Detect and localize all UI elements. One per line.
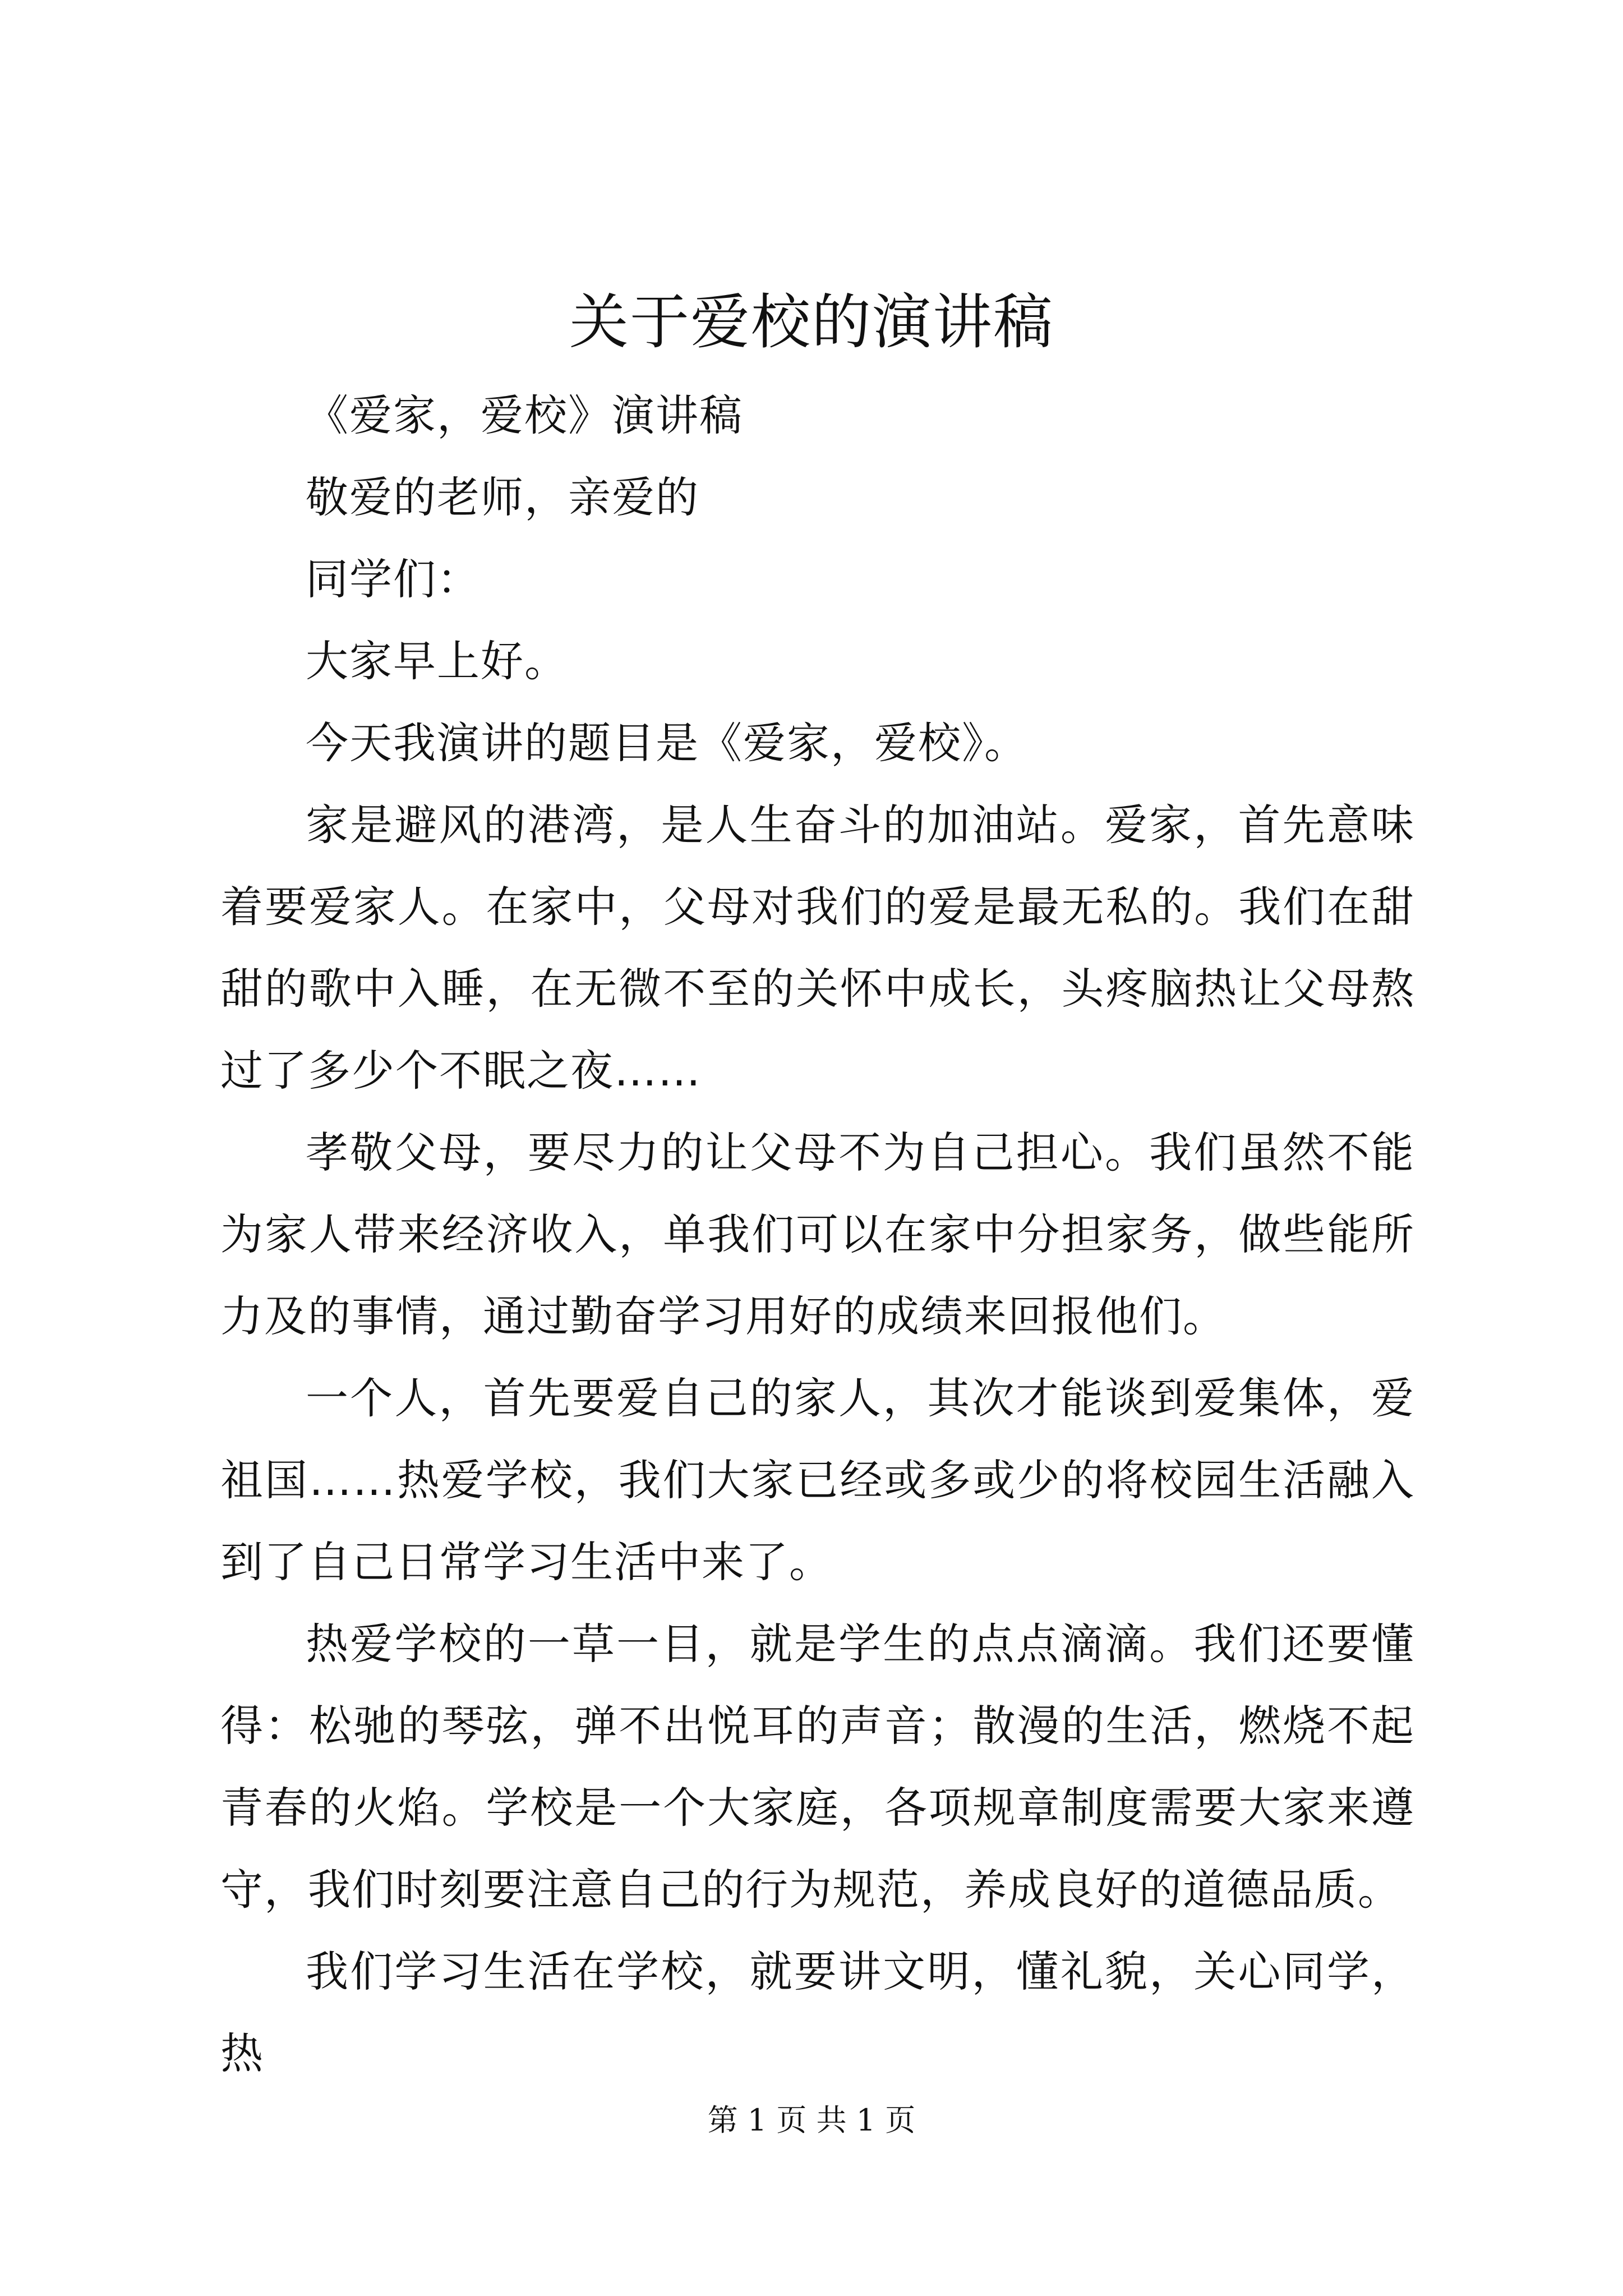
document-title: 关于爱校的演讲稿: [569, 288, 1054, 357]
paragraph-salutation: 敬爱的老师，亲爱的: [306, 472, 699, 522]
paragraph-topic: 今天我演讲的题目是《爱家，爱校》。: [306, 718, 1028, 768]
page-footer: 第 1 页 共 1 页: [707, 2102, 916, 2138]
paragraph-body: 热爱学校的一草一目，就是学生的点点滴滴。我们还要懂得：松驰的琴弦，弹不出悦耳的声音；散漫的生活，燃烧不起青春的火焰。学校是一个大家庭，各项规章制度需要大家来遵守，我们时刻要注意自己的行为规范，养成良好的道德品质。: [220, 1619, 1415, 1915]
paragraph-body: 一个人，首先要爱自己的家人，其次才能谈到爱集体，爱祖国……热爱学校，我们大家已经或多或少的将校园生活融入到了自己日常学习生活中来了。: [220, 1373, 1415, 1587]
document-body: [220, 375, 1415, 2095]
paragraph-salutation-continued: 同学们：: [306, 554, 481, 604]
paragraph-speech-heading: 《爱家，爱校》演讲稿: [306, 390, 743, 440]
paragraph-body: 我们学习生活在学校，就要讲文明，懂礼貌，关心同学，热: [220, 1947, 1415, 2078]
paragraph-body: 家是避风的港湾，是人生奋斗的加油站。爱家，首先意味着要爱家人。在家中，父母对我们的爱是最无私的。我们在甜甜的歌中入睡，在无微不至的关怀中成长，头疼脑热让父母熬过了多少个不眠之夜……: [220, 800, 1415, 1096]
paragraph-greeting: 大家早上好。: [306, 636, 568, 686]
paragraph-body: 孝敬父母，要尽力的让父母不为自己担心。我们虽然不能为家人带来经济收入，单我们可以在家中分担家务，做些能所力及的事情，通过勤奋学习用好的成绩来回报他们。: [220, 1128, 1415, 1341]
